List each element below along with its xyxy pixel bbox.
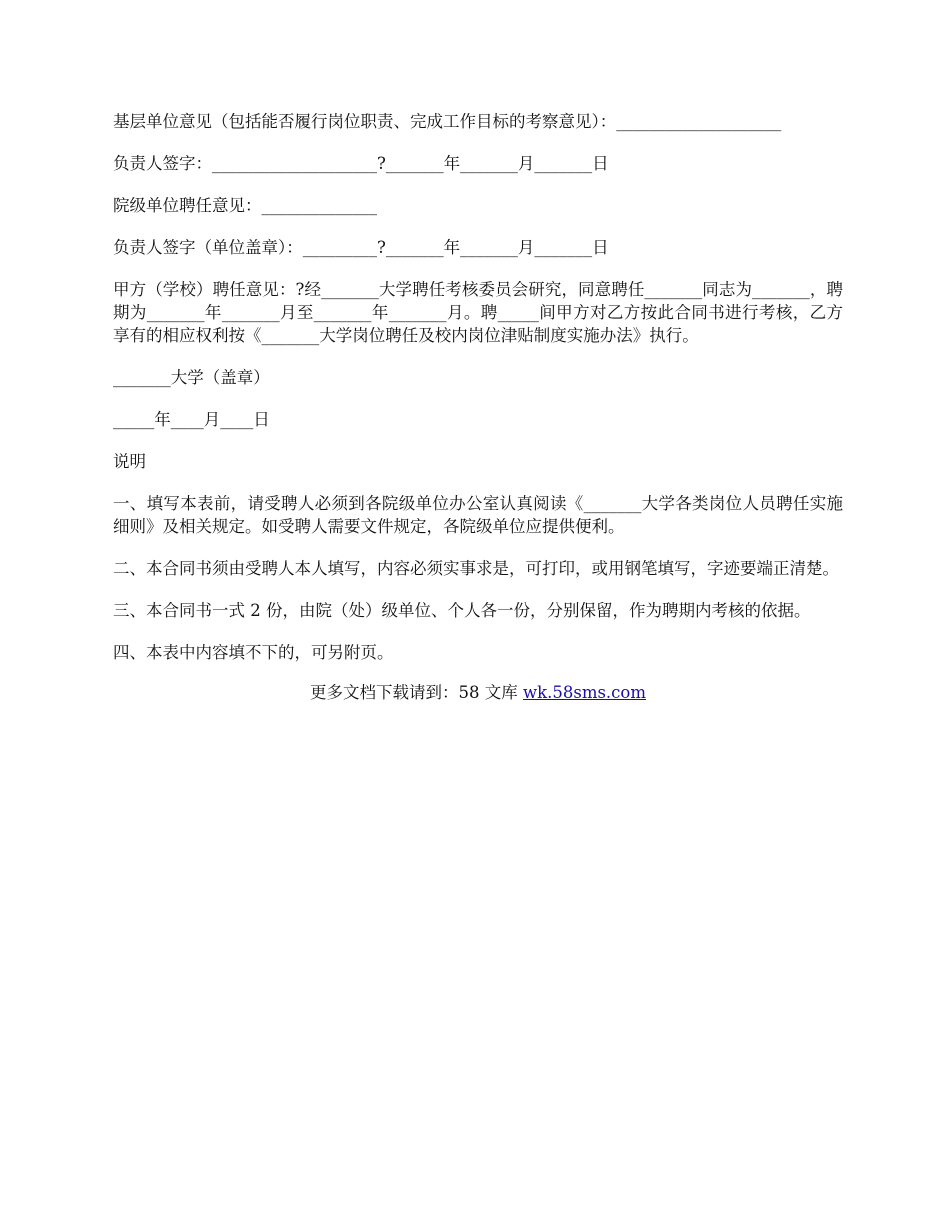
note-item-1: 一、填写本表前，请受聘人必须到各院级单位办公室认真阅读《_______大学各类岗位人员聘任实施细则》及相关规定。如受聘人需要文件规定，各院级单位应提供便利。 bbox=[113, 494, 843, 536]
footer-text: 更多文档下载请到：58 文库 bbox=[309, 683, 523, 702]
notes-heading: 说明 bbox=[113, 452, 146, 471]
note-item-3: 三、本合同书一式 2 份，由院（处）级单位、个人各一份，分别保留，作为聘期内考核的依据。 bbox=[113, 601, 811, 620]
note-item-2: 二、本合同书须由受聘人本人填写，内容必须实事求是，可打印，或用钢笔填写，字迹要端正清楚。 bbox=[113, 559, 839, 578]
college-opinion-line: 院级单位聘任意见：______________ bbox=[113, 196, 377, 215]
download-footer bbox=[113, 681, 843, 704]
signature-date-line-1: 负责人签字：____________________?_______年_______月_______日 bbox=[113, 154, 609, 173]
university-seal-line: _______大学（盖章） bbox=[113, 368, 270, 387]
footer-link[interactable]: wk.58sms.com bbox=[522, 683, 646, 702]
date-line: _____年____月____日 bbox=[113, 410, 270, 429]
signature-seal-date-line: 负责人签字（单位盖章）：_________?_______年_______月_______日 bbox=[113, 238, 609, 257]
note-item-4: 四、本表中内容填不下的，可另附页。 bbox=[113, 643, 394, 662]
document-body bbox=[113, 110, 843, 704]
party-a-opinion-paragraph: 甲方（学校）聘任意见：?经_______大学聘任考核委员会研究，同意聘任_______同志为_______，聘期为_______年_______月至_______年_______月。聘_____间甲方对乙方按此合同书进行考核，乙方享有的相应权利按《_______大学岗位聘任及校内岗位津贴制度实施办法》执行。 bbox=[113, 280, 843, 345]
grassroots-opinion-line: 基层单位意见（包括能否履行岗位职责、完成工作目标的考察意见）：____________________ bbox=[113, 112, 782, 131]
